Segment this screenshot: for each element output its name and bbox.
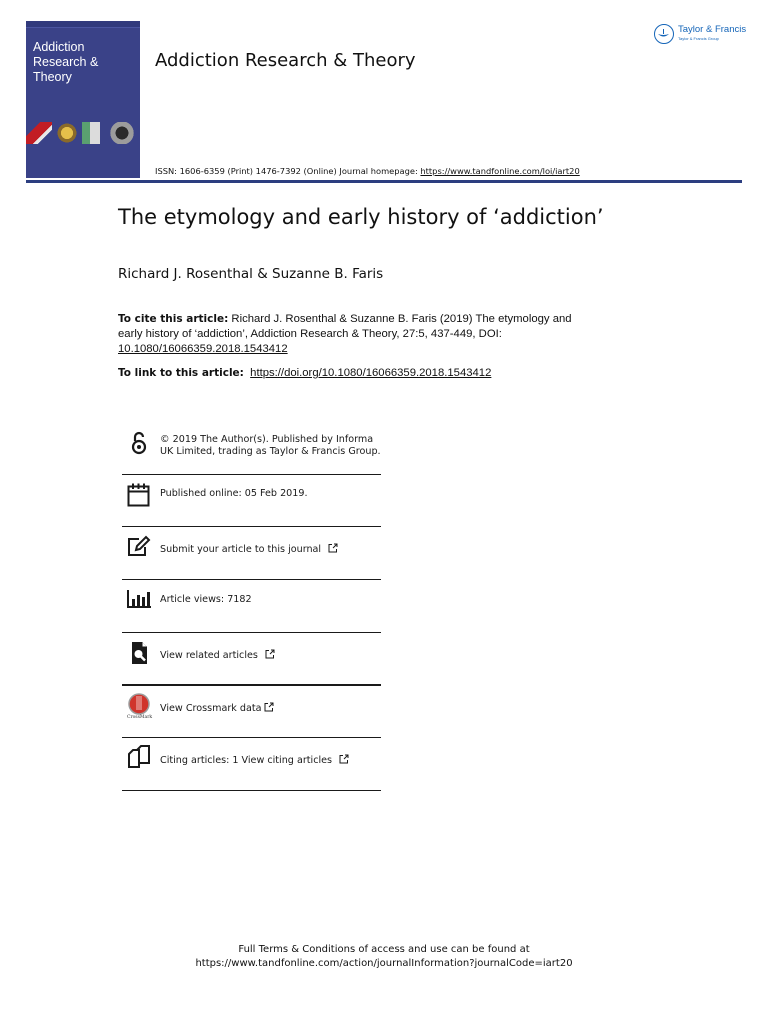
cover-artwork (110, 122, 140, 144)
issn-text: ISSN: 1606-6359 (Print) 1476-7392 (Online) Journal homepage: (155, 166, 421, 176)
row-divider (122, 474, 381, 475)
citing-articles-link[interactable] (160, 754, 382, 767)
journal-title[interactable]: Addiction Research & Theory (155, 50, 416, 71)
link-label: To link to this article: (118, 367, 244, 379)
open-access-row (122, 428, 381, 474)
article-views-row (122, 581, 381, 632)
article-views: Article views: 7182 (160, 594, 252, 605)
row-divider (122, 579, 381, 580)
article-link-block (118, 367, 491, 379)
citing-documents-icon (126, 745, 152, 771)
cover-title-line2: Research & Theory (33, 55, 99, 84)
crossmark-icon-label: CrossMark (127, 715, 153, 720)
row-divider (122, 737, 381, 738)
row-divider (122, 632, 381, 633)
open-access-icon (126, 430, 152, 456)
crossmark-row[interactable] (122, 687, 381, 737)
cite-label: To cite this article: (118, 313, 229, 325)
crossmark-label: View Crossmark data (160, 703, 262, 714)
related-articles-link[interactable] (160, 649, 382, 662)
footer-terms-link[interactable]: https://www.tandfonline.com/action/journalInformation?journalCode=iart20 (195, 958, 573, 969)
cover-title-line1: Addiction (33, 40, 85, 54)
footer-terms (0, 943, 768, 971)
cover-top-strip (26, 21, 140, 28)
published-row (122, 476, 381, 526)
submit-article-row[interactable] (122, 528, 381, 579)
calendar-icon (126, 482, 152, 508)
published-date: Published online: 05 Feb 2019. (160, 488, 308, 499)
row-divider (122, 526, 381, 527)
issn-line (155, 166, 580, 176)
cite-text: Richard J. Rosenthal & Suzanne B. Faris (2019) The etymology and early history of ‘addiction’, Addiction Research & Theory, 27:5, 437-449, DOI: (118, 313, 572, 340)
submit-article-link[interactable] (160, 543, 382, 556)
cover-artwork (54, 122, 80, 144)
article-title: The etymology and early history of ‘addiction’ (118, 205, 604, 229)
publisher-name: Taylor & Francis (678, 24, 747, 35)
article-authors: Richard J. Rosenthal & Suzanne B. Faris (118, 266, 384, 282)
bar-chart-icon (126, 587, 152, 613)
edit-icon (126, 534, 152, 560)
journal-homepage-link[interactable]: https://www.tandfonline.com/loi/iart20 (420, 166, 580, 176)
footer-line1: Full Terms & Conditions of access and use can be found at (238, 944, 530, 955)
citing-articles-label: Citing articles: 1 View citing articles (160, 755, 333, 766)
row-divider (122, 790, 381, 791)
external-link-icon (328, 543, 338, 553)
external-link-icon (265, 649, 275, 659)
publisher-group: Taylor & Francis Group (678, 36, 719, 41)
related-articles-label: View related articles (160, 650, 258, 661)
external-link-icon (264, 702, 274, 712)
external-link-icon (339, 754, 349, 764)
crossmark-link[interactable] (160, 702, 382, 715)
related-articles-row[interactable] (122, 634, 381, 684)
cover-artwork (82, 122, 108, 144)
publisher-logo-icon (654, 24, 674, 44)
submit-article-label: Submit your article to this journal (160, 544, 322, 555)
citing-articles-row[interactable] (122, 739, 381, 790)
document-search-icon (126, 640, 152, 666)
open-access-text: © 2019 The Author(s). Published by Informa UK Limited, trading as Taylor & Francis Group. (160, 434, 381, 457)
journal-cover-image (26, 21, 140, 178)
article-doi-link[interactable]: https://doi.org/10.1080/16066359.2018.1543412 (250, 367, 492, 379)
cover-artwork (26, 122, 52, 144)
cover-title (33, 40, 139, 85)
taylor-francis-logo[interactable] (654, 22, 749, 46)
header-divider (26, 180, 742, 183)
citation-block (118, 312, 588, 357)
cite-doi-link[interactable]: 10.1080/16066359.2018.1543412 (118, 343, 288, 355)
row-divider (122, 684, 381, 686)
